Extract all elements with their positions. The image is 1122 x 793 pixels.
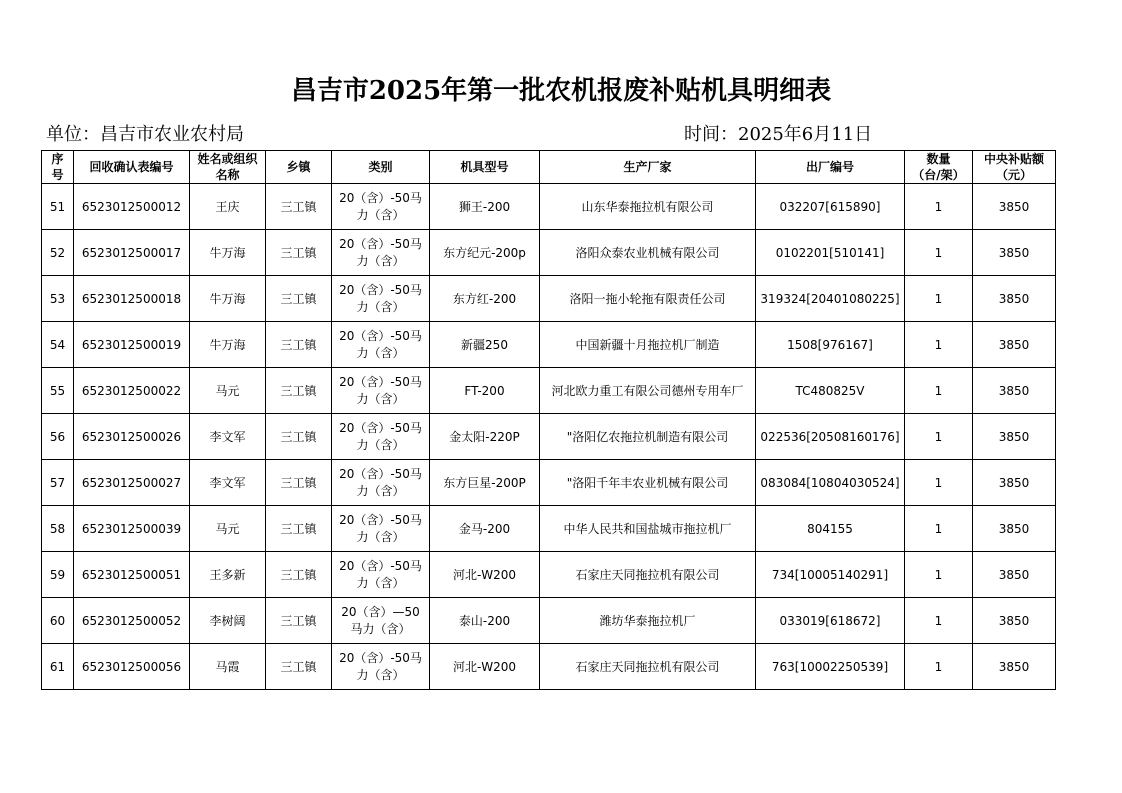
cell-col-serial: 033019[618672] — [756, 598, 905, 644]
cell-col-subsidy: 3850 — [973, 414, 1056, 460]
cell-col-manufacturer: 洛阳一拖小轮拖有限责任公司 — [540, 276, 756, 322]
table-row — [42, 322, 1056, 368]
cell-col-serial: 734[10005140291] — [756, 552, 905, 598]
cell-col-name: 王庆 — [190, 184, 266, 230]
cell-col-name: 李文军 — [190, 460, 266, 506]
cell-col-name: 牛万海 — [190, 322, 266, 368]
cell-col-manufacturer: 石家庄天同拖拉机有限公司 — [540, 644, 756, 690]
cell-col-quantity: 1 — [905, 506, 973, 552]
cell-col-index: 53 — [42, 276, 74, 322]
cell-col-subsidy: 3850 — [973, 230, 1056, 276]
table-row — [42, 276, 1056, 322]
cell-col-index: 54 — [42, 322, 74, 368]
header-col-subsidy: 中央补贴额 （元） — [973, 151, 1056, 184]
cell-col-name: 牛万海 — [190, 230, 266, 276]
cell-col-serial: 022536[20508160176] — [756, 414, 905, 460]
table-row — [42, 414, 1056, 460]
cell-col-index: 57 — [42, 460, 74, 506]
cell-col-name: 王多新 — [190, 552, 266, 598]
cell-col-town: 三工镇 — [266, 368, 332, 414]
table-row — [42, 230, 1056, 276]
cell-col-subsidy: 3850 — [973, 552, 1056, 598]
cell-col-model: FT-200 — [430, 368, 540, 414]
cell-col-serial: 763[10002250539] — [756, 644, 905, 690]
cell-col-name: 马霞 — [190, 644, 266, 690]
table-row — [42, 598, 1056, 644]
cell-col-confirm-no: 6523012500056 — [74, 644, 190, 690]
header-col-confirm-no: 回收确认表编号 — [74, 151, 190, 184]
cell-col-name: 牛万海 — [190, 276, 266, 322]
cell-col-subsidy: 3850 — [973, 368, 1056, 414]
cell-col-model: 东方红-200 — [430, 276, 540, 322]
page-title: 昌吉市2025年第一批农机报废补贴机具明细表 — [290, 76, 832, 106]
cell-col-model: 河北-W200 — [430, 644, 540, 690]
cell-col-quantity: 1 — [905, 552, 973, 598]
cell-col-subsidy: 3850 — [973, 644, 1056, 690]
cell-col-confirm-no: 6523012500039 — [74, 506, 190, 552]
unit-label: 单位：昌吉市农业农村局 — [46, 124, 244, 145]
cell-col-name: 李文军 — [190, 414, 266, 460]
cell-col-town: 三工镇 — [266, 414, 332, 460]
header-col-manufacturer: 生产厂家 — [540, 151, 756, 184]
cell-col-quantity: 1 — [905, 460, 973, 506]
cell-col-manufacturer: "洛阳亿农拖拉机制造有限公司 — [540, 414, 756, 460]
cell-col-confirm-no: 6523012500019 — [74, 322, 190, 368]
cell-col-category: 20（含）-50马 力（含） — [332, 184, 430, 230]
header-col-serial: 出厂编号 — [756, 151, 905, 184]
cell-col-serial: 0102201[510141] — [756, 230, 905, 276]
cell-col-name: 李树阔 — [190, 598, 266, 644]
cell-col-town: 三工镇 — [266, 184, 332, 230]
subsidy-table — [41, 150, 1056, 690]
cell-col-confirm-no: 6523012500022 — [74, 368, 190, 414]
cell-col-town: 三工镇 — [266, 322, 332, 368]
cell-col-confirm-no: 6523012500017 — [74, 230, 190, 276]
header-col-category: 类别 — [332, 151, 430, 184]
cell-col-confirm-no: 6523012500052 — [74, 598, 190, 644]
cell-col-category: 20（含）—50 马力（含） — [332, 598, 430, 644]
cell-col-confirm-no: 6523012500051 — [74, 552, 190, 598]
cell-col-town: 三工镇 — [266, 552, 332, 598]
cell-col-quantity: 1 — [905, 184, 973, 230]
table-body — [42, 184, 1056, 690]
cell-col-manufacturer: "洛阳千年丰农业机械有限公司 — [540, 460, 756, 506]
cell-col-name: 马元 — [190, 506, 266, 552]
cell-col-index: 55 — [42, 368, 74, 414]
cell-col-confirm-no: 6523012500012 — [74, 184, 190, 230]
cell-col-serial: 319324[20401080225] — [756, 276, 905, 322]
cell-col-manufacturer: 中华人民共和国盐城市拖拉机厂 — [540, 506, 756, 552]
cell-col-subsidy: 3850 — [973, 184, 1056, 230]
cell-col-index: 58 — [42, 506, 74, 552]
cell-col-manufacturer: 洛阳众泰农业机械有限公司 — [540, 230, 756, 276]
cell-col-model: 金太阳-220P — [430, 414, 540, 460]
cell-col-category: 20（含）-50马 力（含） — [332, 322, 430, 368]
cell-col-index: 60 — [42, 598, 74, 644]
cell-col-category: 20（含）-50马 力（含） — [332, 230, 430, 276]
cell-col-model: 新疆250 — [430, 322, 540, 368]
date-label: 时间：2025年6月11日 — [684, 124, 873, 145]
table-row — [42, 184, 1056, 230]
cell-col-manufacturer: 石家庄天同拖拉机有限公司 — [540, 552, 756, 598]
table-row — [42, 552, 1056, 598]
cell-col-model: 狮王-200 — [430, 184, 540, 230]
cell-col-index: 59 — [42, 552, 74, 598]
cell-col-quantity: 1 — [905, 368, 973, 414]
cell-col-model: 东方纪元-200p — [430, 230, 540, 276]
header-col-town: 乡镇 — [266, 151, 332, 184]
cell-col-serial: TC480825V — [756, 368, 905, 414]
cell-col-category: 20（含）-50马 力（含） — [332, 506, 430, 552]
header-col-name: 姓名或组织 名称 — [190, 151, 266, 184]
cell-col-index: 51 — [42, 184, 74, 230]
table-row — [42, 644, 1056, 690]
table-header-row — [42, 151, 1056, 184]
cell-col-index: 56 — [42, 414, 74, 460]
cell-col-category: 20（含）-50马 力（含） — [332, 368, 430, 414]
table-row — [42, 506, 1056, 552]
table-row — [42, 460, 1056, 506]
cell-col-model: 金马-200 — [430, 506, 540, 552]
cell-col-quantity: 1 — [905, 644, 973, 690]
cell-col-town: 三工镇 — [266, 598, 332, 644]
cell-col-subsidy: 3850 — [973, 598, 1056, 644]
cell-col-manufacturer: 河北欧力重工有限公司德州专用车厂 — [540, 368, 756, 414]
cell-col-subsidy: 3850 — [973, 276, 1056, 322]
cell-col-subsidy: 3850 — [973, 322, 1056, 368]
cell-col-quantity: 1 — [905, 230, 973, 276]
cell-col-category: 20（含）-50马 力（含） — [332, 460, 430, 506]
cell-col-town: 三工镇 — [266, 644, 332, 690]
cell-col-town: 三工镇 — [266, 460, 332, 506]
cell-col-subsidy: 3850 — [973, 506, 1056, 552]
cell-col-category: 20（含）-50马 力（含） — [332, 276, 430, 322]
cell-col-category: 20（含）-50马 力（含） — [332, 414, 430, 460]
cell-col-quantity: 1 — [905, 414, 973, 460]
cell-col-confirm-no: 6523012500026 — [74, 414, 190, 460]
cell-col-name: 马元 — [190, 368, 266, 414]
cell-col-category: 20（含）-50马 力（含） — [332, 552, 430, 598]
cell-col-quantity: 1 — [905, 598, 973, 644]
header-col-model: 机具型号 — [430, 151, 540, 184]
header-col-index: 序 号 — [42, 151, 74, 184]
cell-col-manufacturer: 中国新疆十月拖拉机厂制造 — [540, 322, 756, 368]
cell-col-town: 三工镇 — [266, 230, 332, 276]
cell-col-subsidy: 3850 — [973, 460, 1056, 506]
cell-col-quantity: 1 — [905, 322, 973, 368]
cell-col-manufacturer: 山东华泰拖拉机有限公司 — [540, 184, 756, 230]
cell-col-index: 61 — [42, 644, 74, 690]
cell-col-manufacturer: 潍坊华泰拖拉机厂 — [540, 598, 756, 644]
cell-col-town: 三工镇 — [266, 276, 332, 322]
cell-col-serial: 804155 — [756, 506, 905, 552]
table-row — [42, 368, 1056, 414]
cell-col-category: 20（含）-50马 力（含） — [332, 644, 430, 690]
cell-col-serial: 1508[976167] — [756, 322, 905, 368]
cell-col-quantity: 1 — [905, 276, 973, 322]
cell-col-serial: 083084[10804030524] — [756, 460, 905, 506]
cell-col-model: 泰山-200 — [430, 598, 540, 644]
cell-col-town: 三工镇 — [266, 506, 332, 552]
cell-col-confirm-no: 6523012500018 — [74, 276, 190, 322]
cell-col-confirm-no: 6523012500027 — [74, 460, 190, 506]
cell-col-model: 河北-W200 — [430, 552, 540, 598]
cell-col-model: 东方巨星-200P — [430, 460, 540, 506]
cell-col-serial: 032207[615890] — [756, 184, 905, 230]
header-col-quantity: 数量 （台/架） — [905, 151, 973, 184]
cell-col-index: 52 — [42, 230, 74, 276]
